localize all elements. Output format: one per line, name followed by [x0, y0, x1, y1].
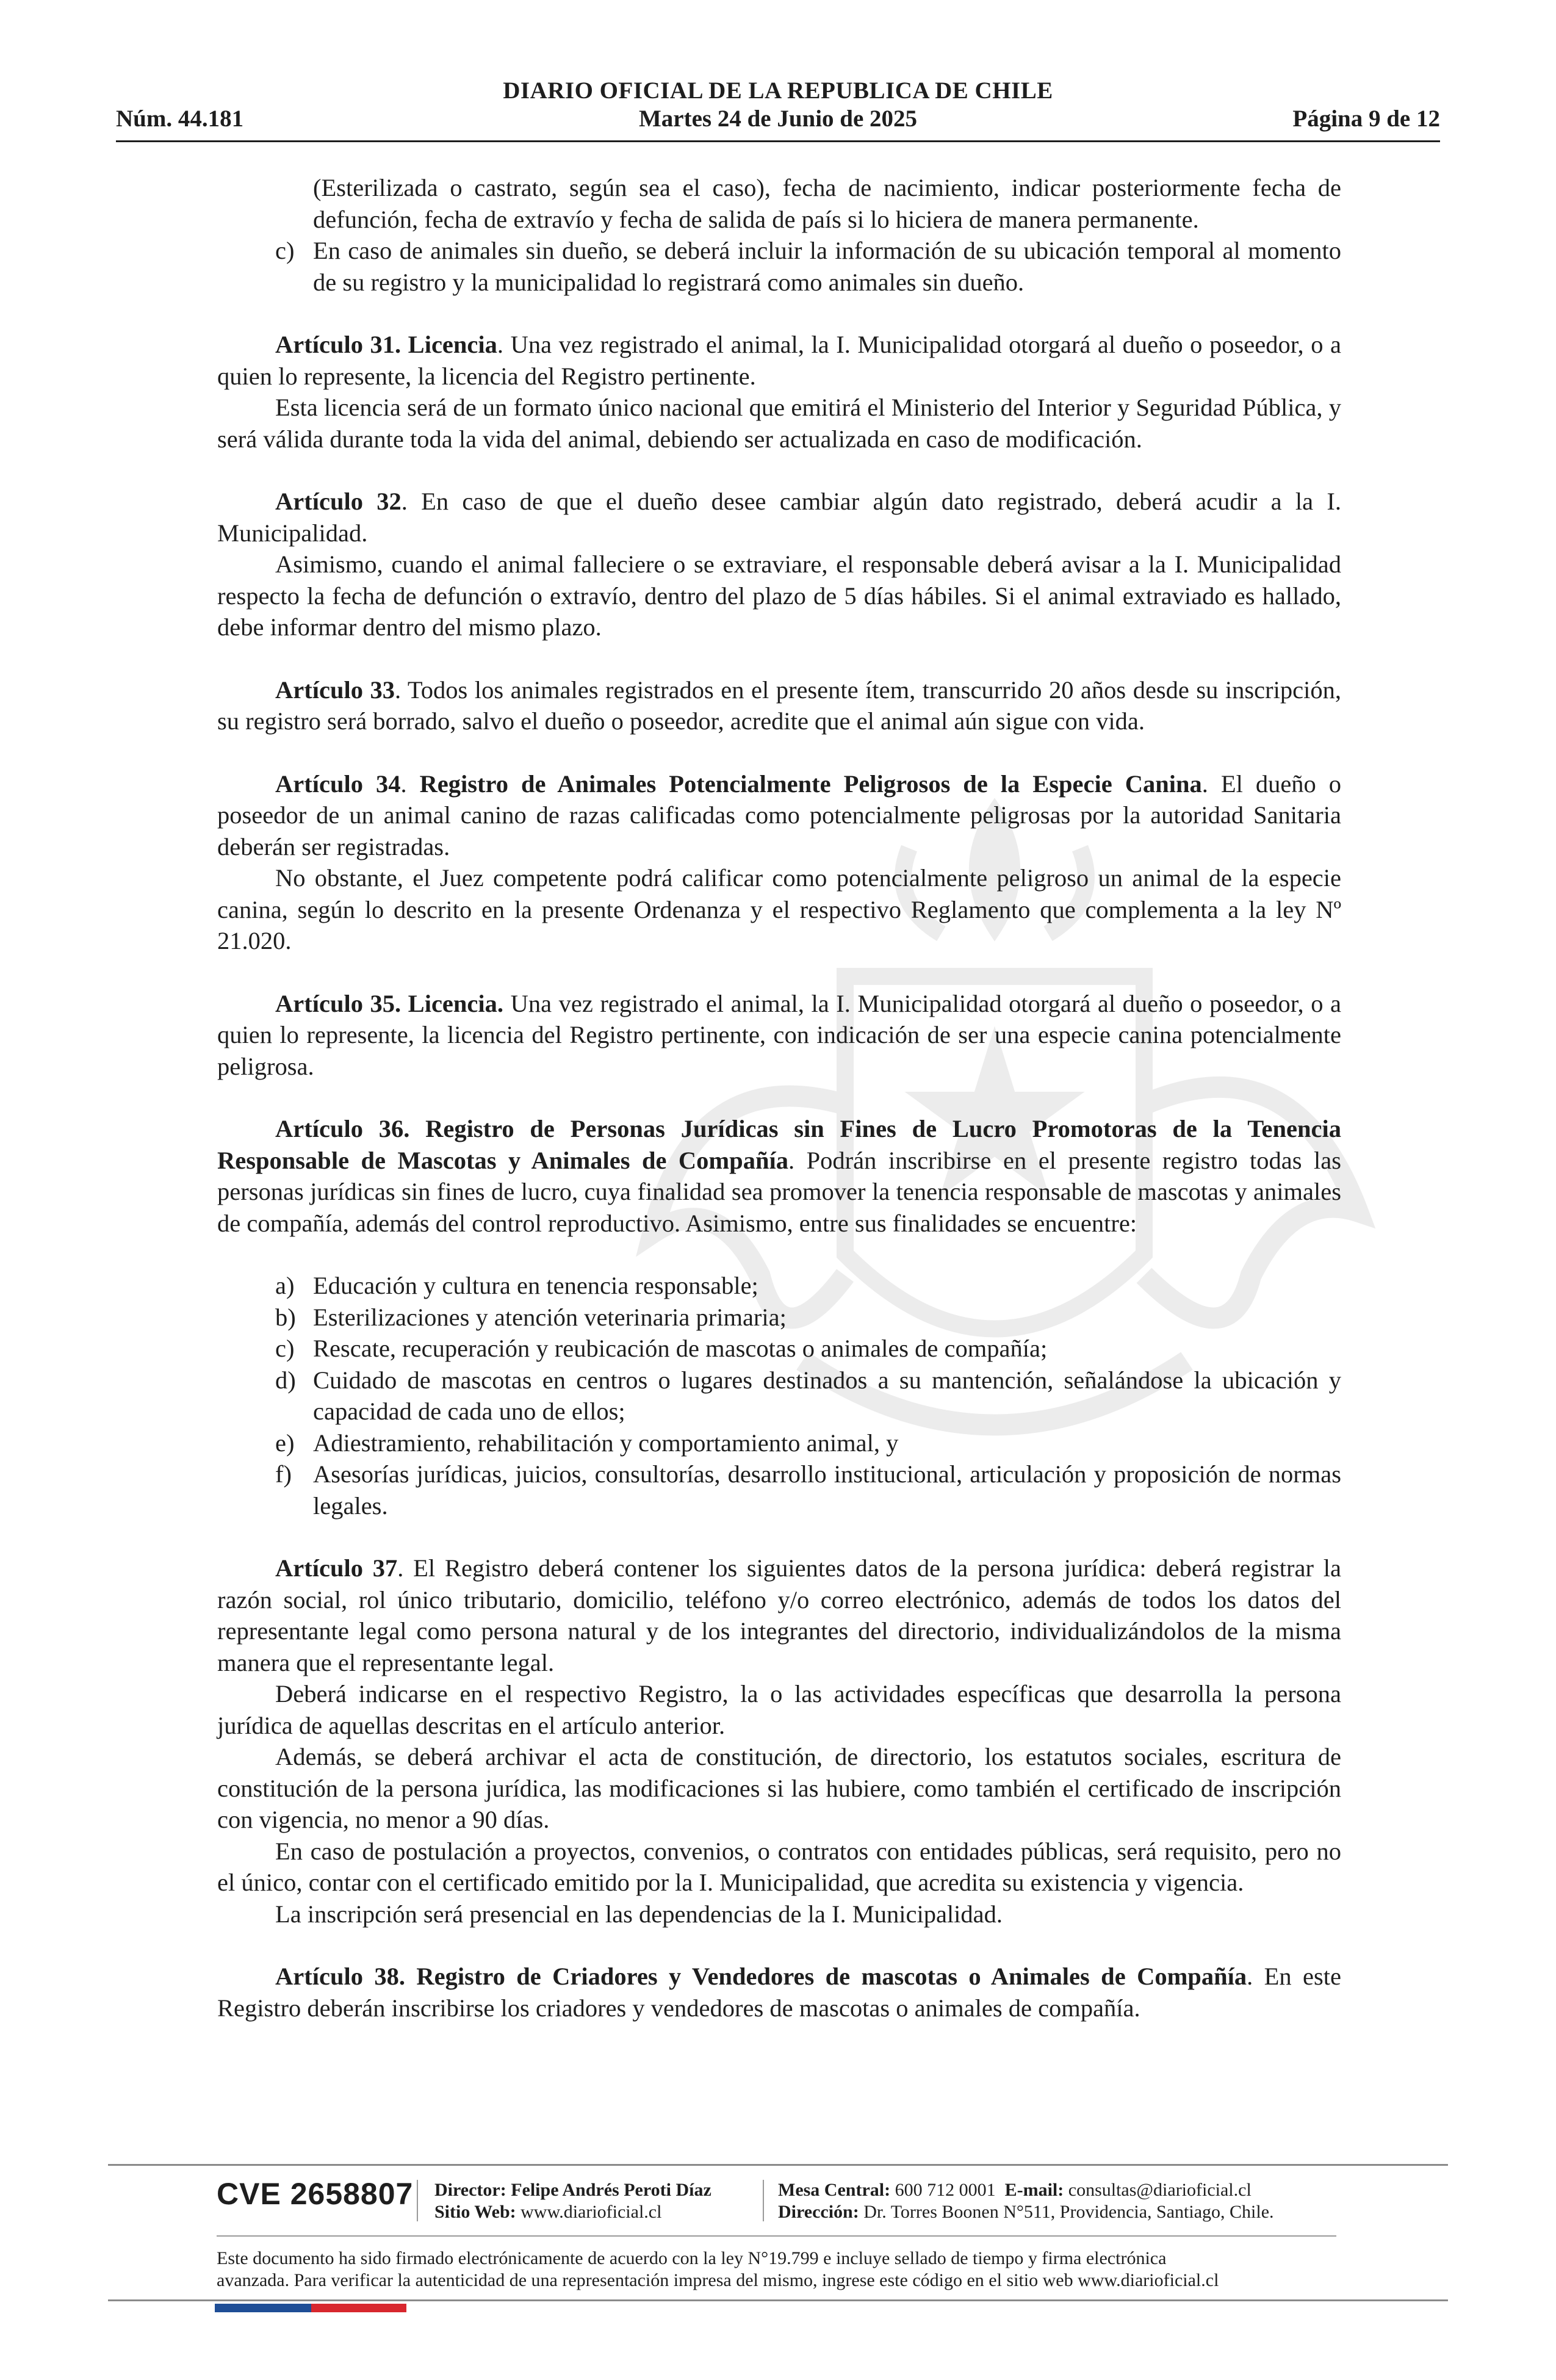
article-36-list — [217, 1270, 1341, 1521]
article-heading: Artículo 32 — [275, 488, 402, 515]
article-37: Artículo 37. El Registro deberá contener los siguientes datos de la persona jurídica: deberá registrar la razón social, rol único tributario, domicilio, teléfono y/o correo electrónico, además de todos los datos del representante legal como persona natural y de los integrantes del directorio, individualizándolos de la misma manera que el representante legal. — [217, 1554, 1341, 1676]
article-heading: Artículo 35. Licencia. — [275, 989, 504, 1017]
list-item-text: Cuidado de mascotas en centros o lugares destinados a su mantención, señalándose la ubicación y capacidad de cada uno de ellos; — [313, 1366, 1341, 1425]
article-heading: Artículo 34 — [275, 770, 401, 798]
document-body — [217, 172, 1341, 2024]
list-item-label: d) — [275, 1366, 296, 1394]
footer-separator — [417, 2180, 418, 2221]
footer-director-block — [434, 2179, 711, 2223]
article-38: Artículo 38. Registro de Criadores y Vendedores de mascotas o Animales de Compañía. En este Registro deberán inscribirse los criadores y vendedores de mascotas o animales de compañía. — [217, 1963, 1341, 2022]
continued-list-paragraph: (Esterilizada o castrato, según sea el caso), fecha de nacimiento, indicar posteriormente fecha de defunción, fecha de extravío y fecha de salida de país si lo hiciera de manera permanente. — [313, 174, 1341, 233]
paragraph: Esta licencia será de un formato único nacional que emitirá el Ministerio del Interior y Seguridad Pública, y será válida durante toda la vida del animal, debiendo ser actualizada en caso de modificación. — [217, 394, 1341, 453]
list-item-label: e) — [275, 1429, 295, 1457]
header-divider — [116, 140, 1440, 142]
article-heading: Artículo 36. Registro de Personas Jurídicas sin Fines de Lucro Promotoras de la Tenencia Responsable de Mascotas y Animales de Compañía — [217, 1115, 1341, 1174]
footer-divider — [108, 2164, 1448, 2166]
article-32: Artículo 32. En caso de que el dueño desee cambiar algún dato registrado, deberá acudir a la I. Municipalidad. — [217, 488, 1341, 547]
list-item-text: Esterilizaciones y atención veterinaria primaria; — [313, 1303, 787, 1331]
article-heading: Artículo 33 — [275, 676, 395, 704]
page-header — [116, 74, 1440, 148]
paragraph: En caso de postulación a proyectos, convenios, o contratos con entidades públicas, será requisito, pero no el único, contar con el certificado emitido por la I. Municipalidad, que acredita su existencia y vigencia. — [217, 1837, 1341, 1896]
list-item — [217, 1333, 1341, 1365]
list-item-text: Asesorías jurídicas, juicios, consultorías, desarrollo institucional, articulación y proposición de normas legales. — [313, 1460, 1341, 1520]
phone-number: 600 712 0001 — [890, 2180, 996, 2200]
signature-note: Este documento ha sido firmado electrónicamente de acuerdo con la ley N°19.799 e incluye sellado de tiempo y firma electrónica avanzada. Para verificar la autenticidad de una representación impresa del mismo, ingrese este código en el sitio web www.diarioficial.cl — [217, 2248, 1219, 2290]
publication-title: DIARIO OFICIAL DE LA REPUBLICA DE CHILE — [503, 78, 1053, 104]
paragraph: Además, se deberá archivar el acta de constitución, de directorio, los estatutos sociales, escritura de constitución de la persona jurídica, las modificaciones si las hubiere, como también el certificado de inscripción con vigencia, no menor a 90 días. — [217, 1743, 1341, 1833]
list-item-label: f) — [275, 1460, 292, 1488]
list-item-text: Rescate, recuperación y reubicación de mascotas o animales de compañía; — [313, 1335, 1048, 1362]
footer-divider — [217, 2235, 1336, 2237]
list-item: c) En caso de animales sin dueño, se deberá incluir la información de su ubicación temporal al momento de su registro y la municipalidad lo registrará como animales sin dueño. — [275, 237, 1341, 296]
page-number: Página 9 de 12 — [1292, 106, 1440, 132]
issue-number: Núm. 44.181 — [116, 106, 244, 132]
list-item-label: b) — [275, 1303, 296, 1331]
flag-stripe-red — [311, 2304, 406, 2312]
list-item — [217, 1427, 1341, 1459]
article-heading: Artículo 37 — [275, 1554, 398, 1582]
publication-date: Martes 24 de Junio de 2025 — [638, 106, 918, 132]
director-name: Felipe Andrés Peroti Díaz — [506, 2180, 711, 2200]
article-33: Artículo 33. Todos los animales registrados en el presente ítem, transcurrido 20 años desde su inscripción, su registro será borrado, salvo el dueño o poseedor, acredite que el animal aún sigue con vida. — [217, 676, 1342, 735]
flag-stripe-blue — [215, 2304, 311, 2312]
article-35: Artículo 35. Licencia. Una vez registrado el animal, la I. Municipalidad otorgará al dueño o poseedor, o a quien lo represente, la licencia del Registro pertinente, con indicación de ser una especie canina potencialmente peligrosa. — [217, 989, 1341, 1080]
list-item — [217, 1459, 1341, 1521]
address: Dr. Torres Boonen N°511, Providencia, Santiago, Chile. — [859, 2202, 1274, 2222]
footer-separator — [763, 2180, 764, 2221]
website-label: Sitio Web: — [434, 2202, 516, 2222]
footer-contact-block: Mesa Central: 600 712 0001 E-mail: consultas@diarioficial.cl Dirección: Dr. Torres Boonen N°511, Providencia, Santiago, Chile. — [778, 2180, 1274, 2222]
paragraph: No obstante, el Juez competente podrá calificar como potencialmente peligroso un animal de la especie canina, según lo descrito en la presente Ordenanza y el respectivo Reglamento que complementa a la ley Nº 21.020. — [217, 864, 1341, 954]
cve-code: CVE 2658807 — [217, 2177, 414, 2211]
list-item-label: c) — [275, 1335, 295, 1362]
paragraph: Deberá indicarse en el respectivo Registro, la o las actividades específicas que desarrolla la persona jurídica de aquellas descritas en el artículo anterior. — [217, 1680, 1341, 1739]
director-label: Director: — [434, 2180, 506, 2200]
list-item-text: Adiestramiento, rehabilitación y comportamiento animal, y — [313, 1429, 899, 1457]
article-heading: Artículo 38. Registro de Criadores y Vendedores de mascotas o Animales de Compañía — [275, 1963, 1247, 1990]
footer-divider — [108, 2299, 1448, 2301]
email-link[interactable]: consultas@diarioficial.cl — [1064, 2180, 1252, 2200]
list-item-label: a) — [275, 1272, 295, 1299]
paragraph: Asimismo, cuando el animal falleciere o se extraviare, el responsable deberá avisar a la I. Municipalidad respecto la fecha de defunción o extravío, dentro del plazo de 5 días hábiles. Si el animal extraviado es hallado, debe informar dentro del mismo plazo. — [217, 550, 1341, 641]
list-item-text: Educación y cultura en tenencia responsable; — [313, 1272, 758, 1299]
article-36: Artículo 36. Registro de Personas Jurídicas sin Fines de Lucro Promotoras de la Tenencia Responsable de Mascotas y Animales de Compañía. Podrán inscribirse en el presente registro todas las personas jurídicas sin fines de lucro, cuya finalidad sea promover la tenencia responsable de mascotas y animales de compañía, además del control reproductivo. Asimismo, entre sus finalidades se encuentre: — [217, 1115, 1342, 1237]
article-31: Artículo 31. Licencia. Una vez registrado el animal, la I. Municipalidad otorgará al dueño o poseedor, o a quien lo represente, la licencia del Registro pertinente. — [217, 331, 1341, 390]
website-link[interactable]: www.diarioficial.cl — [516, 2202, 662, 2222]
article-34: Artículo 34. Registro de Animales Potencialmente Peligrosos de la Especie Canina. El dueño o poseedor de un animal canino de razas calificadas como potencialmente peligrosas por la autoridad Sanitaria deberán ser registradas. — [217, 770, 1342, 860]
paragraph: La inscripción será presencial en las dependencias de la I. Municipalidad. — [275, 1900, 1003, 1928]
list-item — [217, 1270, 1341, 1302]
list-item — [217, 1365, 1341, 1427]
article-heading: Artículo 31. Licencia — [275, 331, 497, 358]
list-item — [217, 1302, 1341, 1333]
article-title: Registro de Animales Potencialmente Peligrosos de la Especie Canina — [419, 770, 1202, 798]
